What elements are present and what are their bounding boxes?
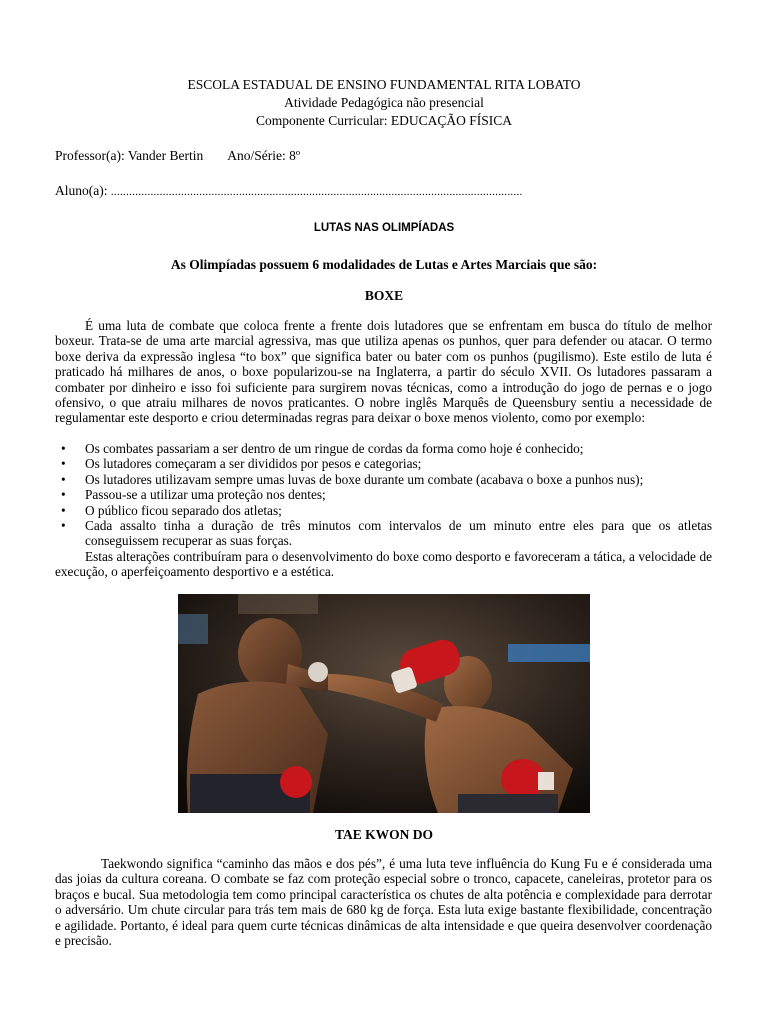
student-label: Aluno(a): <box>55 183 108 198</box>
student-line <box>55 183 523 199</box>
boxe-conclusion-paragraph <box>55 549 712 580</box>
bullet-icon: • <box>61 471 66 487</box>
boxe-intro-paragraph <box>55 318 712 426</box>
taekwondo-text: Taekwondo significa “caminho das mãos e dos pés”, é uma luta teve influência do Kung Fu e é considerada uma das joias da cultura coreana. O combate se faz com proteção especial sobre o tronco, capacete, caneleiras, protetor para os braços e bucal. Sua metodologia tem como principal característica os chutes de alta potência e complexidade para derrotar o adversário. Um chute circular para trás tem mais de 680 kg de força. Esta luta exige bastante flexibilidade, concentração e agilidade. Portanto, é ideal para quem curte técnicas dinâmicas de alta intensidade e que queira desenvolver coordenação e precisão. <box>55 856 712 949</box>
taekwondo-paragraph <box>55 856 712 948</box>
list-item: • Passou-se a utilizar uma proteção nos dentes; <box>61 487 326 503</box>
section-title: LUTAS NAS OLIMPÍADAS <box>313 222 455 234</box>
list-item: • Os lutadores utilizavam sempre umas luvas de boxe durante um combate (acabava o boxe a punhos nus); <box>61 471 644 487</box>
boxing-photo <box>178 594 590 813</box>
boxe-conclusion-text: Estas alterações contribuíram para o desenvolvimento do boxe como desporto e favoreceram a tática, a velocidade de execução, o aperfeiçoamento desportivo e a estética. <box>55 549 712 580</box>
list-item: • Os lutadores começaram a ser divididos por pesos e categorias; <box>61 456 422 472</box>
bullet-icon: • <box>61 502 66 518</box>
school-name: ESCOLA ESTADUAL DE ENSINO FUNDAMENTAL RITA LOBATO <box>187 77 581 92</box>
bullet-icon: • <box>61 518 66 534</box>
boxe-rules-list <box>55 441 712 549</box>
list-item: • Os combates passariam a ser dentro de um ringue de cordas da forma como hoje é conhecido; <box>61 441 584 456</box>
professor-name: Professor(a): Vander Bertin <box>55 148 204 163</box>
boxe-heading: BOXE <box>364 288 404 303</box>
activity-type: Atividade Pedagógica não presencial <box>284 95 484 110</box>
professor-line <box>55 148 300 164</box>
list-item: • O público ficou separado dos atletas; <box>61 502 282 518</box>
bullet-icon: • <box>61 456 66 472</box>
list-item: • Cada assalto tinha a duração de três minutos com intervalos de um minuto entre eles para que os atletas conseguissem recuperar as suas forças. <box>61 518 712 549</box>
boxe-intro-text: É uma luta de combate que coloca frente a frente dois lutadores que se enfrentam em busca do título de melhor boxeur. Trata-se de uma arte marcial agressiva, mas que utiliza apenas os punhos, quer para defender ou atacar. O termo boxe deriva da expressão inglesa “to box” que significa bater ou bater com os punhos (pugilismo). Este estilo de luta é praticado há milhares de anos, o boxe popularizou-se na Inglaterra, a partir do século XVII. Os lutadores passaram a combater por dinheiro e isso foi suficiente para surgirem novas técnicas, como a introdução do jogo de pernas e o jogo ofensivo, o que atraiu milhares de novos praticantes. O nobre inglês Marquês de Queensbury sentiu a necessidade de regulamentar este desporto e criou determinadas regras para deixar o boxe menos violento, como por exemplo: <box>55 318 712 426</box>
grade-level: Ano/Série: 8º <box>227 148 301 163</box>
section-subtitle: As Olimpíadas possuem 6 modalidades de Lutas e Artes Marciais que são: <box>170 257 598 272</box>
taekwondo-heading: TAE KWON DO <box>334 827 433 842</box>
bullet-icon: • <box>61 487 66 503</box>
student-name-blank: ....................................................................................................................................... <box>110 186 523 198</box>
bullet-icon: • <box>61 441 66 456</box>
curricular-component: Componente Curricular: EDUCAÇÃO FÍSICA <box>255 113 513 128</box>
document-header <box>0 76 768 130</box>
